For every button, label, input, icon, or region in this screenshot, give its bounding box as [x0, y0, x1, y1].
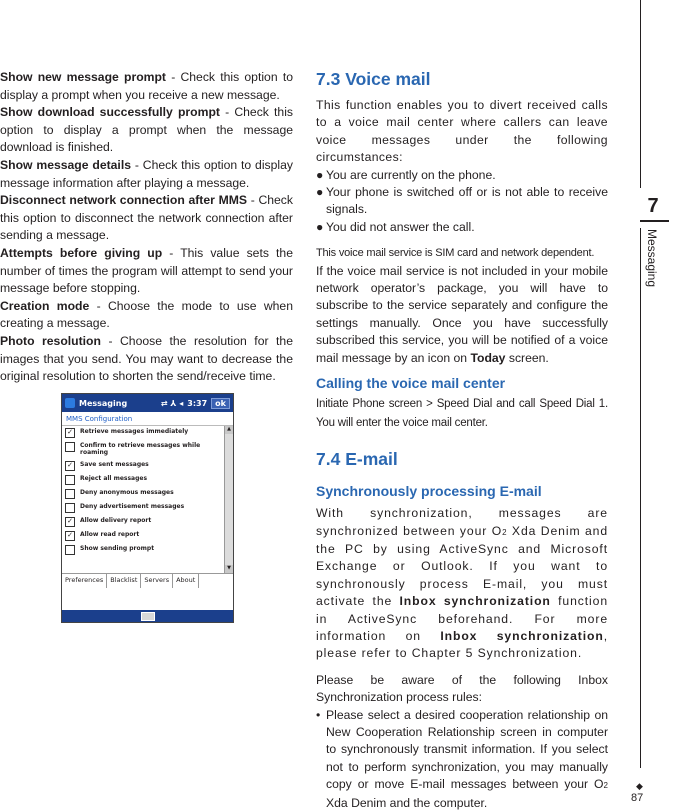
list-item[interactable]: ✓ Allow delivery report: [62, 515, 233, 529]
chapter-label: Messaging: [645, 229, 659, 288]
option-description: Photo resolution - Choose the resolution for the images that you send. You may want to decrease the original resolution to shorten the send/receive time.: [0, 333, 293, 384]
list-item: ● You did not answer the call.: [316, 219, 608, 236]
scrollbar[interactable]: [224, 426, 233, 573]
sync-email-paragraph: With synchronization, messages are synchronized between your O2 Xda Denim and the PC by using ActiveSync and Microsoft Exchange or Outlook. If you want to synchronously process E-mail, you must activate the Inbox synchronization function in ActiveSync beforehand. For more information on Inbox synchronization, please refer to Chapter 5 Synchronization.: [316, 506, 609, 661]
page-number: 87: [631, 792, 644, 804]
option-description: Show new message prompt - Check this option to display a prompt when you receive a new message.: [0, 70, 293, 102]
list-item[interactable]: Deny advertisement messages: [62, 501, 233, 515]
right-column: [316, 67, 608, 812]
option-description: Show download successfully prompt - Check this option to display a prompt when the message download is finished.: [0, 105, 293, 155]
scroll-up-icon[interactable]: ▲: [225, 426, 233, 434]
tab-preferences[interactable]: Preferences: [62, 574, 107, 588]
options-list: [62, 425, 233, 573]
list-item: ● Your phone is switched off or is not able to receive signals.: [316, 184, 608, 219]
option-description: Creation mode - Choose the mode to use when creating a message.: [0, 298, 293, 331]
chapter-number: 7: [647, 195, 659, 217]
list-item[interactable]: ✓ Retrieve messages immediately: [62, 426, 233, 440]
checkbox[interactable]: ✓: [65, 461, 75, 471]
list-item[interactable]: Show sending prompt: [62, 543, 233, 557]
diamond-icon: ◆: [636, 781, 643, 791]
chapter-rule: [640, 220, 669, 222]
rules-intro: Please be aware of the following Inbox Synchronization process rules:: [316, 672, 608, 705]
side-divider: [640, 228, 641, 768]
list-item: • Please select a desired cooperation relationship on New Cooperation Relationship screen in computer to synchronously transmit information. If you select not to perform synchronization, you may manually copy or move E-mail messages between your O2 Xda Denim and the computer.: [316, 707, 608, 812]
bullet-icon: ●: [316, 167, 324, 182]
signal-icon: ⇄ ⅄ ◂: [160, 398, 184, 408]
voice-mail-intro: This function enables you to divert received calls to a voice mail center where callers can leave voice messages under the following circumstances:: [316, 98, 608, 165]
phone-app-title: Messaging: [79, 398, 128, 408]
phone-caption: MMS Configuration: [66, 415, 133, 423]
option-description: Attempts before giving up - This value sets the number of times the program will attempt to send your message before stopping.: [0, 245, 293, 296]
sync-email-heading: Synchronously processing E-mail: [316, 483, 542, 500]
calling-voice-mail-text: Initiate Phone screen > Speed Dial and call Speed Dial 1. You will enter the voice mail center.: [316, 398, 608, 430]
scroll-down-icon[interactable]: ▼: [225, 565, 233, 573]
checkbox[interactable]: [65, 503, 75, 513]
mms-configuration-screenshot: [61, 393, 234, 623]
list-item[interactable]: Deny anonymous messages: [62, 487, 233, 501]
tab-about[interactable]: About: [173, 574, 199, 588]
bullet-icon: ●: [316, 185, 324, 200]
section-title-email: 7.4 E-mail: [316, 449, 398, 470]
windows-start-icon: [65, 398, 75, 408]
phone-menu-bar: [62, 610, 233, 622]
list-item[interactable]: ✓ Save sent messages: [62, 459, 233, 473]
keyboard-icon[interactable]: [141, 612, 155, 621]
left-column: [0, 69, 293, 386]
checkbox[interactable]: [65, 489, 75, 499]
checkbox[interactable]: ✓: [65, 531, 75, 541]
list-item[interactable]: Confirm to retrieve messages while roaming: [62, 440, 233, 459]
list-item[interactable]: ✓ Allow read report: [62, 529, 233, 543]
checkbox[interactable]: ✓: [65, 517, 75, 527]
tab-blacklist[interactable]: Blacklist: [107, 574, 141, 588]
checkbox[interactable]: [65, 545, 75, 555]
phone-time: 3:37: [187, 398, 208, 408]
voice-mail-paragraph: If the voice mail service is not included in your mobile network operator’s package, you will have to subscribe to the service separately and configure the settings manually. Once you have successfully subscribed this service, you will be notified of a voice mail message by an icon on Today screen.: [316, 263, 608, 365]
tab-servers[interactable]: Servers: [141, 574, 173, 588]
list-item: ● You are currently on the phone.: [316, 167, 608, 184]
section-title-voice-mail: 7.3 Voice mail: [316, 69, 431, 89]
phone-title-bar: [62, 394, 233, 412]
option-description: Show message details - Check this option to display message information after playing a message.: [0, 157, 293, 190]
checkbox[interactable]: ✓: [65, 428, 75, 438]
list-item[interactable]: Reject all messages: [62, 473, 233, 487]
ok-button[interactable]: ok: [211, 398, 230, 409]
calling-voice-mail-heading: Calling the voice mail center: [316, 375, 506, 392]
option-description: Disconnect network connection after MMS - Check this option to disconnect the network connection after sending a message.: [0, 193, 293, 243]
bullet-icon: •: [316, 707, 321, 722]
bullet-icon: ●: [316, 219, 324, 234]
checkbox[interactable]: [65, 442, 75, 452]
checkbox[interactable]: [65, 475, 75, 485]
side-divider: [640, 0, 641, 188]
sim-note: This voice mail service is SIM card and network dependent.: [316, 247, 595, 260]
phone-tabs: [62, 573, 233, 588]
